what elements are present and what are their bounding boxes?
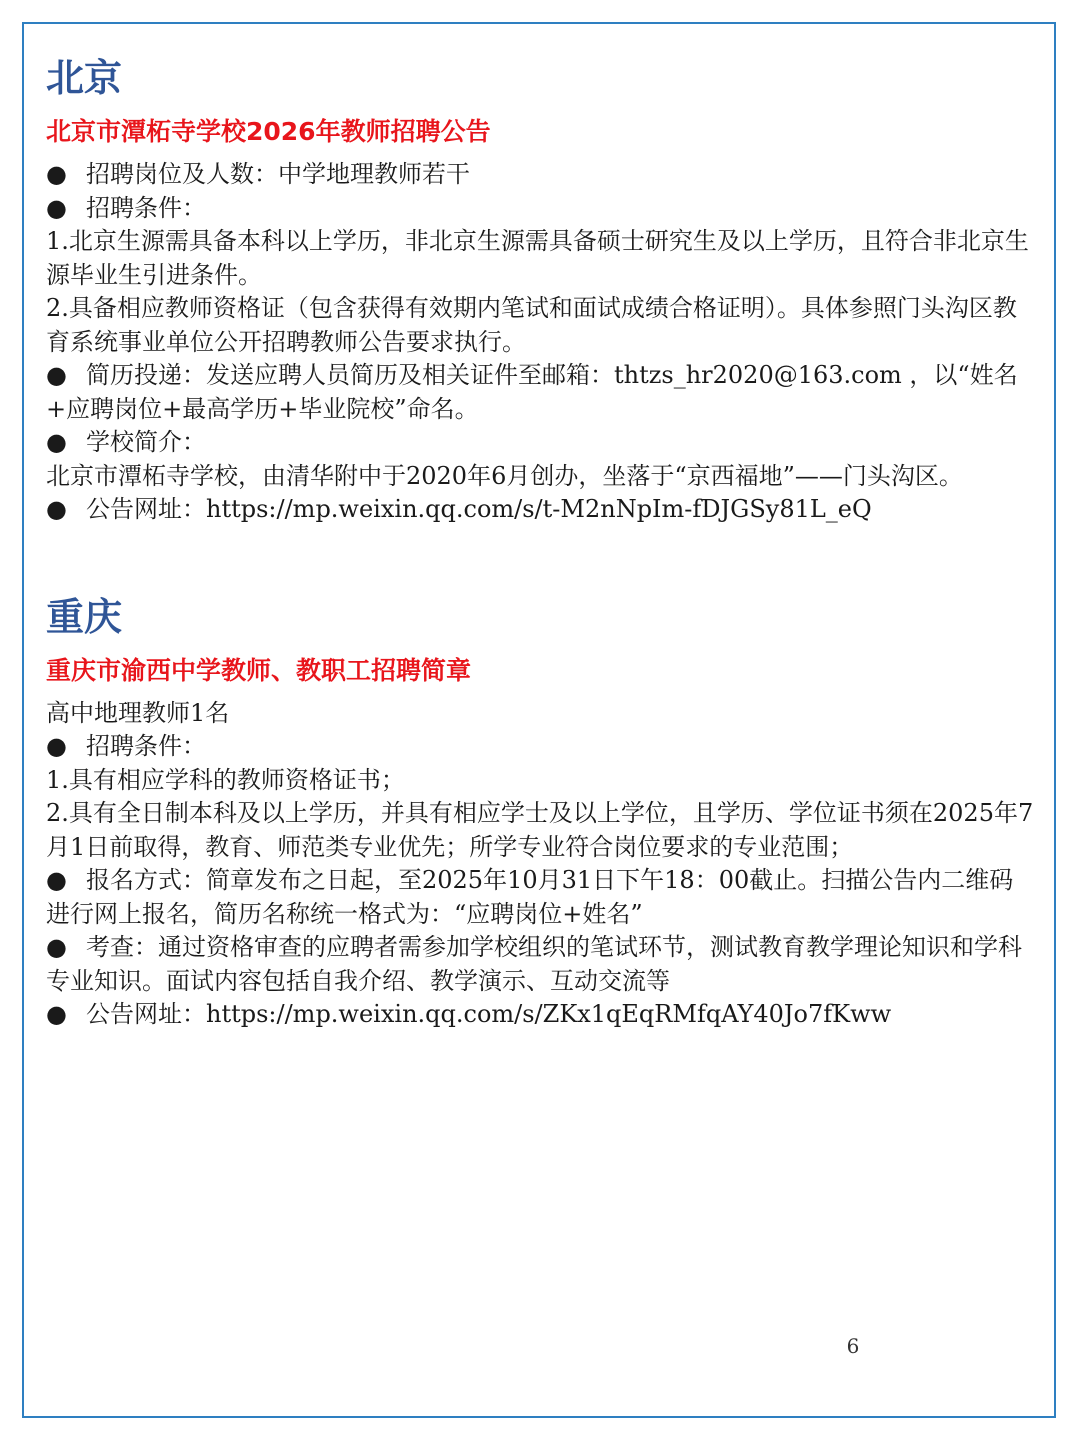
announcement-url: 公告网址：https://mp.weixin.qq.com/s/t-M2nNpIm-fDJGSy81L_eQ — [86, 495, 872, 523]
list-item — [46, 460, 1036, 494]
line-text: 高中地理教师1名 — [46, 698, 230, 727]
list-item — [46, 730, 1036, 764]
line-text: 招聘条件： — [86, 193, 206, 222]
list-item — [46, 359, 1036, 426]
list-item — [46, 998, 1036, 1032]
line-text: 1.具有相应学科的教师资格证书； — [46, 765, 405, 794]
line-text: 1.北京生源需具备本科以上学历，非北京生源需具备硕士研究生及以上学历，且符合非北京生源毕业生引进条件。 — [46, 227, 1029, 289]
list-item — [46, 192, 1036, 226]
bullet-icon: ● — [46, 361, 67, 389]
line-text: 北京市潭柘寺学校，由清华附中于2020年6月创办，坐落于“京西福地”——门头沟区。 — [46, 461, 963, 490]
section-chongqing — [46, 591, 1036, 1032]
line-text: 考查：通过资格审查的应聘者需参加学校组织的笔试环节，测试教育教学理论知识和学科专业知识。面试内容包括自我介绍、教学演示、互动交流等 — [46, 933, 1022, 995]
list-item — [46, 225, 1036, 292]
line-text: 简历投递：发送应聘人员简历及相关证件至邮箱：thtzs_hr2020@163.com ，以“姓名+应聘岗位+最高学历+毕业院校”命名。 — [46, 361, 1018, 423]
list-item — [46, 493, 1036, 527]
line-text: 2.具有全日制本科及以上学历，并具有相应学士及以上学位，且学历、学位证书须在2025年7月1日前取得，教育、师范类专业优先；所学专业符合岗位要求的专业范围； — [46, 799, 1034, 861]
page-content — [46, 52, 1036, 1032]
region-heading: 北京 — [46, 56, 123, 100]
list-item — [46, 797, 1036, 864]
list-item — [46, 864, 1036, 931]
list-item — [46, 697, 1036, 731]
list-item — [46, 764, 1036, 798]
bullet-icon: ● — [46, 732, 67, 760]
list-item — [46, 158, 1036, 192]
section-beijing — [46, 52, 1036, 527]
bullet-icon: ● — [46, 428, 67, 456]
line-text: 招聘条件： — [86, 732, 206, 760]
bullet-icon: ● — [46, 193, 67, 222]
bullet-icon: ● — [46, 160, 67, 188]
line-text: 报名方式：简章发布之日起，至2025年10月31日下午18：00截止。扫描公告内二维码进行网上报名，简历名称统一格式为：“应聘岗位+姓名” — [46, 866, 1014, 928]
list-item — [46, 931, 1036, 998]
bullet-icon: ● — [46, 1000, 67, 1028]
list-item — [46, 426, 1036, 460]
school-title: 重庆市渝西中学教师、教职工招聘简章 — [46, 655, 472, 685]
bullet-icon: ● — [46, 933, 67, 961]
page-number: 6 — [846, 1334, 860, 1358]
line-text: 学校简介： — [86, 428, 206, 456]
school-title: 北京市潭柘寺学校2026年教师招聘公告 — [46, 117, 491, 146]
bullet-icon: ● — [46, 495, 67, 523]
announcement-url: 公告网址：https://mp.weixin.qq.com/s/ZKx1qEqRMfqAY40Jo7fKww — [86, 1000, 892, 1028]
region-heading: 重庆 — [46, 594, 123, 639]
line-text: 2.具备相应教师资格证（包含获得有效期内笔试和面试成绩合格证明）。具体参照门头沟区教育系统事业单位公开招聘教师公告要求执行。 — [46, 294, 1017, 356]
bullet-icon: ● — [46, 866, 67, 894]
list-item — [46, 292, 1036, 359]
line-text: 招聘岗位及人数：中学地理教师若干 — [86, 160, 470, 188]
